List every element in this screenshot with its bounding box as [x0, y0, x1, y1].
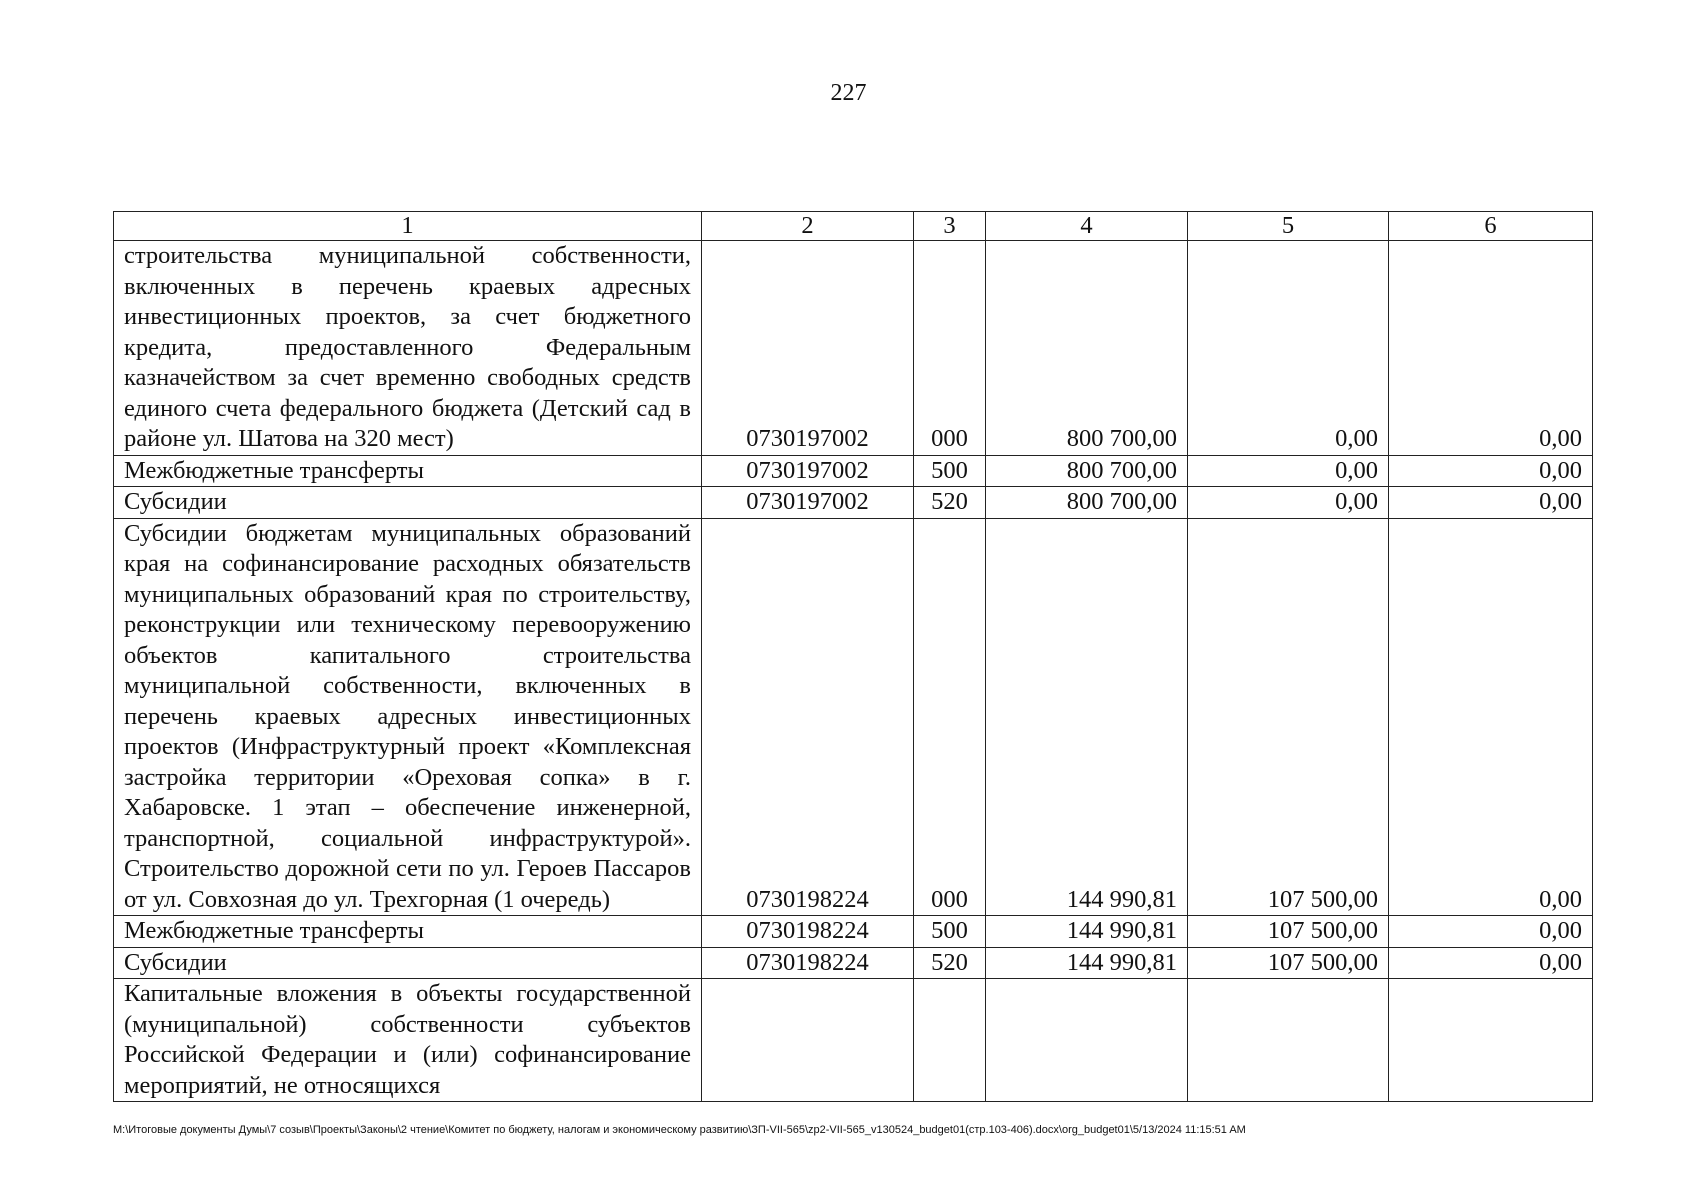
empty-cell	[702, 979, 914, 1102]
column-number: 2	[702, 212, 914, 241]
column-number: 5	[1188, 212, 1389, 241]
amount-3: 0,00	[1389, 241, 1593, 456]
target-code: 0730198224	[702, 518, 914, 916]
row-description: Субсидии бюджетам муниципальных образований края на софинансирование расходных обязательств муниципальных образований края по строительству, реконструкции или техническому перевооружению объектов капитального строительства муниципальной собственности, включенных в перечень краевых адресных инвестиционных проектов (Инфраструктурный проект «Комплексная застройка территории «Ореховая сопка» в г. Хабаровске. 1 этап – обеспечение инженерной, транспортной, социальной инфраструктурой». Строительство дорожной сети по ул. Героев Пассаров от ул. Совхозная до ул. Трехгорная (1 очередь)	[114, 518, 702, 916]
empty-cell	[986, 979, 1188, 1102]
amount-1: 800 700,00	[986, 455, 1188, 487]
target-code: 0730197002	[702, 241, 914, 456]
target-code: 0730197002	[702, 487, 914, 519]
row-description: Субсидии	[114, 487, 702, 519]
empty-cell	[1188, 979, 1389, 1102]
amount-3: 0,00	[1389, 487, 1593, 519]
amount-1: 144 990,81	[986, 947, 1188, 979]
table-row	[114, 979, 1593, 1102]
expense-type: 520	[914, 487, 986, 519]
amount-2: 0,00	[1188, 455, 1389, 487]
table-row	[114, 518, 1593, 916]
amount-2: 0,00	[1188, 487, 1389, 519]
expense-type: 500	[914, 916, 986, 948]
row-description: Межбюджетные трансферты	[114, 455, 702, 487]
table-row	[114, 916, 1593, 948]
budget-table	[113, 211, 1593, 1102]
amount-1: 800 700,00	[986, 241, 1188, 456]
column-number: 6	[1389, 212, 1593, 241]
empty-cell	[914, 979, 986, 1102]
page-number: 227	[830, 80, 867, 106]
amount-3: 0,00	[1389, 455, 1593, 487]
expense-type: 000	[914, 518, 986, 916]
column-number: 4	[986, 212, 1188, 241]
target-code: 0730198224	[702, 947, 914, 979]
expense-type: 500	[914, 455, 986, 487]
table-row	[114, 455, 1593, 487]
row-description: Межбюджетные трансферты	[114, 916, 702, 948]
amount-1: 144 990,81	[986, 916, 1188, 948]
table-row	[114, 241, 1593, 456]
row-description: строительства муниципальной собственности, включенных в перечень краевых адресных инвестиционных проектов, за счет бюджетного кредита, предоставленного Федеральным казначейством за счет временно свободных средств единого счета федерального бюджета (Детский сад в районе ул. Шатова на 320 мест)	[114, 241, 702, 456]
amount-1: 144 990,81	[986, 518, 1188, 916]
column-number: 1	[114, 212, 702, 241]
expense-type: 000	[914, 241, 986, 456]
row-description: Капитальные вложения в объекты государственной (муниципальной) собственности субъектов Российской Федерации и (или) софинансирование мероприятий, не относящихся	[114, 979, 702, 1102]
amount-1: 800 700,00	[986, 487, 1188, 519]
expense-type: 520	[914, 947, 986, 979]
amount-2: 0,00	[1188, 241, 1389, 456]
target-code: 0730198224	[702, 916, 914, 948]
table-row	[114, 487, 1593, 519]
table-header-row	[114, 212, 1593, 241]
amount-2: 107 500,00	[1188, 947, 1389, 979]
amount-2: 107 500,00	[1188, 916, 1389, 948]
target-code: 0730197002	[702, 455, 914, 487]
row-description: Субсидии	[114, 947, 702, 979]
empty-cell	[1389, 979, 1593, 1102]
amount-3: 0,00	[1389, 947, 1593, 979]
amount-3: 0,00	[1389, 518, 1593, 916]
column-number: 3	[914, 212, 986, 241]
footer-file-path: М:\Итоговые документы Думы\7 созыв\Проекты\Законы\2 чтение\Комитет по бюджету, налогам и экономическому развитию\ЗП-VII-565\zp2-VII-565_v130524_budget01(стр.103-406).docx\org_budget01\5/13/2024 11:15:51 AM	[113, 1124, 1246, 1136]
amount-2: 107 500,00	[1188, 518, 1389, 916]
table-row	[114, 947, 1593, 979]
amount-3: 0,00	[1389, 916, 1593, 948]
